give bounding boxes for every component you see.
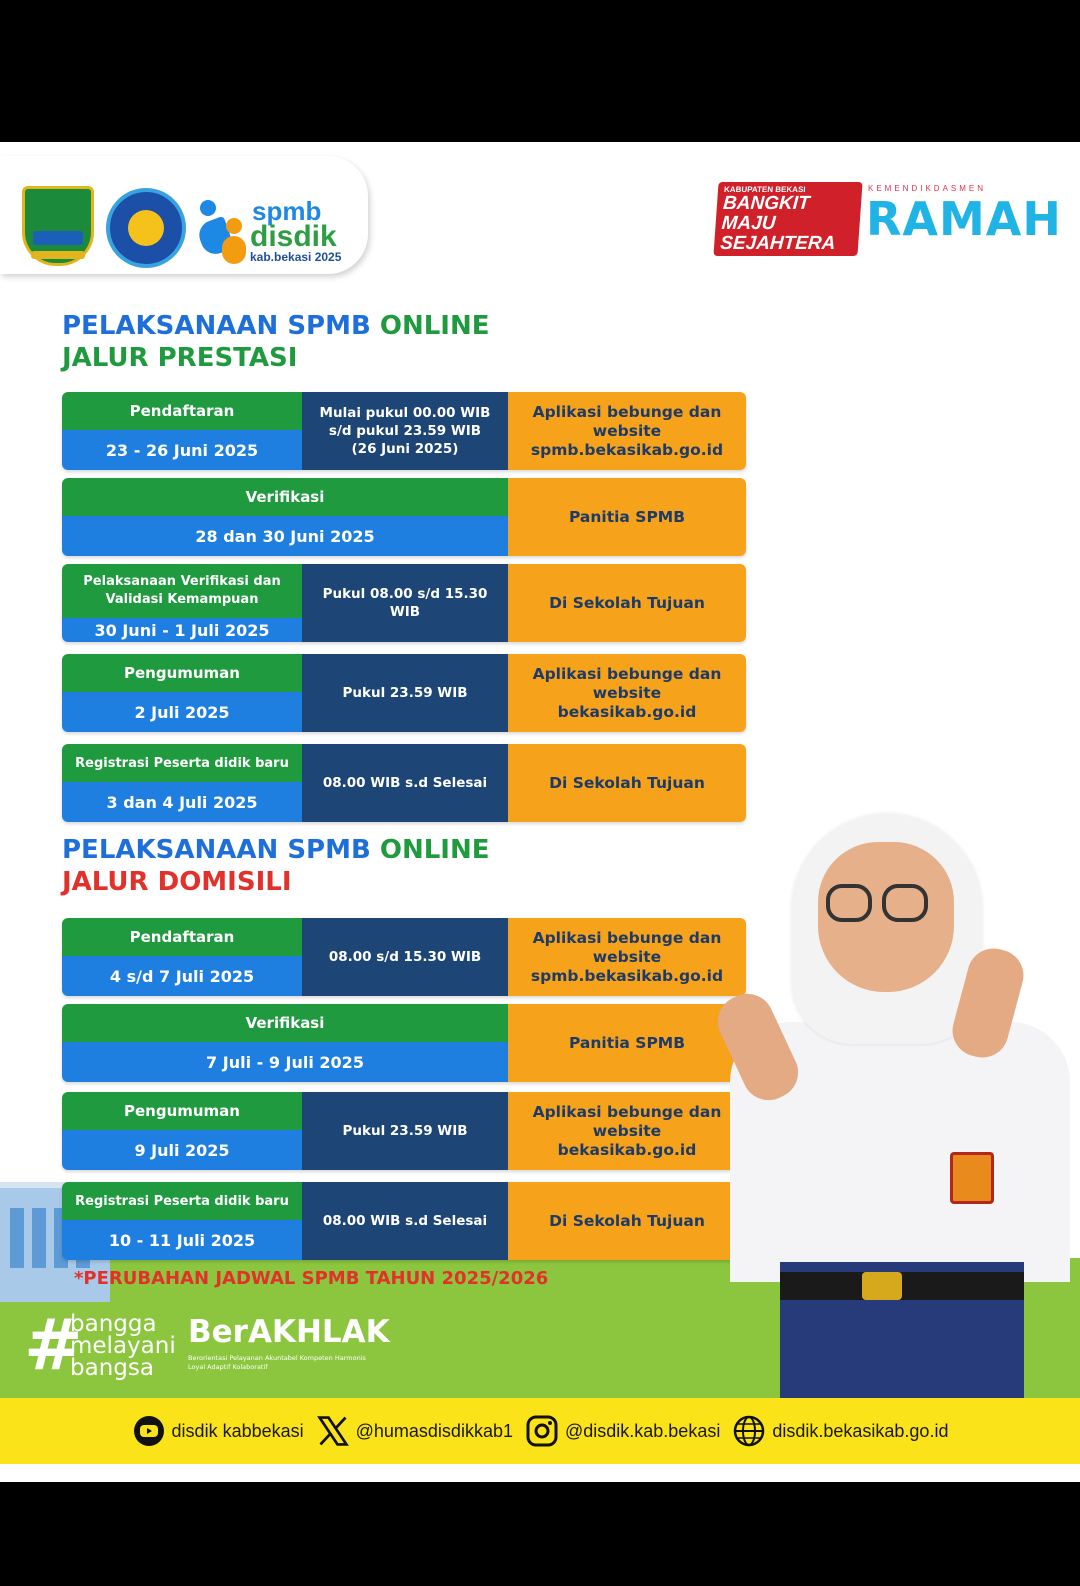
x-icon: [316, 1414, 350, 1448]
row-date: 4 s/d 7 Juli 2025: [62, 956, 302, 996]
row-label: Registrasi Peserta didik baru: [62, 744, 302, 782]
row-place: Aplikasi bebunge dan website spmb.bekasikab.go.id: [508, 392, 746, 470]
kabupaten-bekasi-crest-icon: [22, 186, 94, 266]
tut-wuri-handayani-logo-icon: [106, 188, 186, 268]
section1-title: [62, 310, 489, 374]
row-place: Aplikasi bebunge dan website bekasikab.go.id: [508, 654, 746, 732]
row-place: Aplikasi bebunge dan website spmb.bekasikab.go.id: [508, 918, 746, 996]
berakhlak-subtitle: Berorientasi Pelayanan Akuntabel Kompeten Harmonis Loyal Adaptif Kolaboratif: [188, 1354, 366, 1371]
row-date: 2 Juli 2025: [62, 692, 302, 732]
social-footer: [0, 1398, 1080, 1464]
bangkit-small-text: KABUPATEN BEKASI: [723, 185, 806, 194]
spmb-logo-text: spmb: [252, 196, 322, 226]
section2-title-b: ONLINE: [379, 835, 490, 865]
youtube-handle: disdik kabbekasi: [171, 1420, 304, 1441]
section2-title-c: JALUR DOMISILI: [62, 867, 292, 897]
schedule-row: [62, 1092, 746, 1170]
globe-icon: [732, 1414, 766, 1448]
belt-buckle-icon: [862, 1272, 902, 1300]
disdik-logo-text: disdik: [250, 220, 337, 253]
row-label: Verifikasi: [62, 478, 508, 516]
youtube-link[interactable]: [132, 1414, 304, 1448]
section1-title-c: JALUR PRESTASI: [62, 343, 298, 373]
bangkit-maju-sejahtera-logo: [713, 182, 862, 256]
row-date: 9 Juli 2025: [62, 1130, 302, 1170]
section2-title: [62, 834, 489, 898]
row-label: Pendaftaran: [62, 392, 302, 430]
tagline-line1: bangga: [70, 1311, 157, 1337]
row-time: 08.00 WIB s.d Selesai: [302, 1182, 508, 1260]
x-handle: @humasdisdikkab1: [355, 1420, 513, 1441]
row-label: Pengumuman: [62, 1092, 302, 1130]
row-label: Pelaksanaan Verifikasi dan Validasi Kemampuan: [62, 564, 302, 618]
row-date: 30 Juni - 1 Juli 2025: [62, 618, 302, 642]
x-link[interactable]: [316, 1414, 513, 1448]
section1-title-b: ONLINE: [379, 311, 490, 341]
kab-bekasi-logo-text: kab.bekasi 2025: [250, 250, 342, 264]
schedule-row: [62, 564, 746, 642]
section2-title-a: PELAKSANAAN SPMB: [62, 835, 371, 865]
row-time: Pukul 08.00 s/d 15.30 WIB: [302, 564, 508, 642]
row-place: Panitia SPMB: [508, 478, 746, 556]
row-date: 3 dan 4 Juli 2025: [62, 782, 302, 822]
row-time: 08.00 s/d 15.30 WIB: [302, 918, 508, 996]
row-time: Pukul 23.59 WIB: [302, 1092, 508, 1170]
maju-text: MAJU: [720, 213, 777, 234]
schedule-row: [62, 392, 746, 470]
poster: [0, 142, 1080, 1482]
row-date: 28 dan 30 Juni 2025: [62, 516, 508, 556]
tagline-line2: melayani: [70, 1333, 176, 1359]
logo-panel: [0, 156, 368, 274]
schedule-row: [62, 478, 746, 556]
schedule-change-note: *PERUBAHAN JADWAL SPMB TAHUN 2025/2026: [74, 1268, 549, 1289]
berakhlak-logo: BerAKHLAK: [188, 1314, 390, 1350]
website-link[interactable]: [732, 1414, 948, 1448]
row-place: Di Sekolah Tujuan: [508, 744, 746, 822]
ramah-logo: RAMAH: [866, 192, 1062, 246]
row-date: 7 Juli - 9 Juli 2025: [62, 1042, 508, 1082]
row-place: Di Sekolah Tujuan: [508, 1182, 746, 1260]
schedule-row: [62, 918, 746, 996]
instagram-icon: [525, 1414, 559, 1448]
row-label: Pengumuman: [62, 654, 302, 692]
instagram-handle: @disdik.kab.bekasi: [564, 1420, 721, 1441]
row-time: Mulai pukul 00.00 WIB s/d pukul 23.59 WIB (26 Juni 2025): [302, 392, 508, 470]
tagline-line3: bangsa: [70, 1355, 154, 1381]
schedule-row: [62, 1182, 746, 1260]
instagram-link[interactable]: [525, 1414, 720, 1448]
row-place: Panitia SPMB: [508, 1004, 746, 1082]
row-date: 10 - 11 Juli 2025: [62, 1220, 302, 1260]
kemendikdasmen-text: KEMENDIKDASMEN: [868, 184, 987, 193]
glasses-right-icon: [882, 884, 928, 922]
row-label: Verifikasi: [62, 1004, 508, 1042]
sejahtera-text: SEJAHTERA: [719, 233, 837, 254]
bangkit-text: BANGKIT: [722, 193, 811, 214]
row-time: Pukul 23.59 WIB: [302, 654, 508, 732]
row-date: 23 - 26 Juni 2025: [62, 430, 302, 470]
row-place: Di Sekolah Tujuan: [508, 564, 746, 642]
row-place: Aplikasi bebunge dan website bekasikab.go.id: [508, 1092, 746, 1170]
youtube-icon: [132, 1414, 166, 1448]
glasses-left-icon: [826, 884, 872, 922]
student-belt: [780, 1272, 1024, 1300]
schedule-row: [62, 654, 746, 732]
schedule-row: [62, 744, 746, 822]
section1-title-a: PELAKSANAAN SPMB: [62, 311, 371, 341]
spmb-figure-icon: [200, 200, 252, 266]
schedule-row: [62, 1004, 746, 1082]
row-time: 08.00 WIB s.d Selesai: [302, 744, 508, 822]
row-label: Pendaftaran: [62, 918, 302, 956]
hashtag-symbol: #: [24, 1304, 83, 1386]
row-label: Registrasi Peserta didik baru: [62, 1182, 302, 1220]
website-url: disdik.bekasikab.go.id: [772, 1420, 949, 1441]
school-badge-icon: [950, 1152, 994, 1204]
